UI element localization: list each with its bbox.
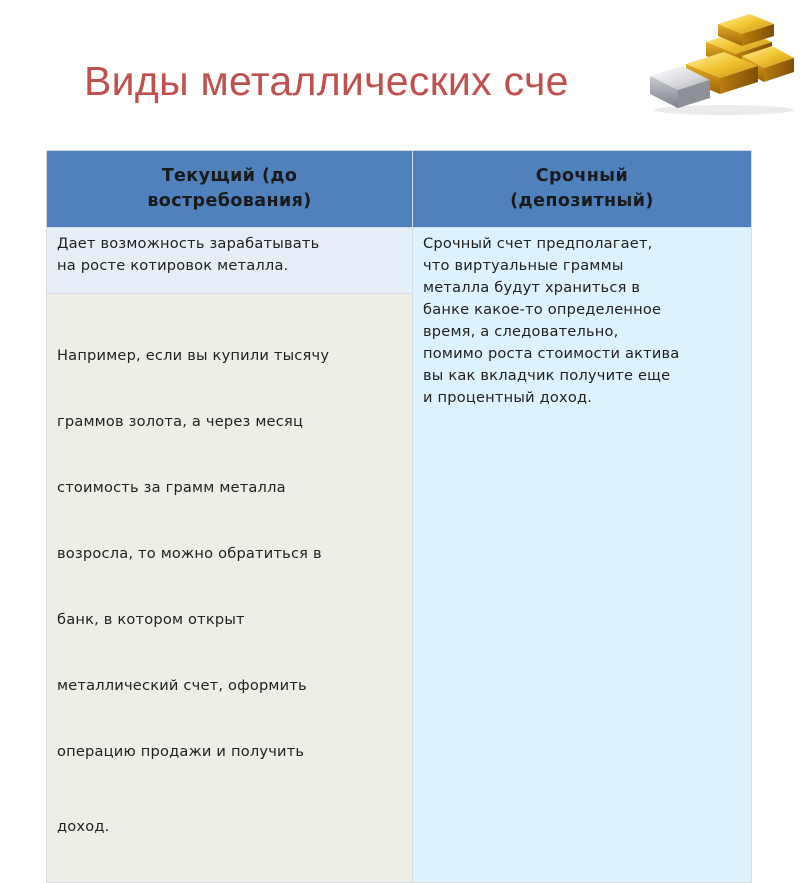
gold-bars-icon: [646, 12, 796, 116]
current-account-intro-cell: Дает возможность зарабатывать на росте котировок металла.: [47, 228, 413, 294]
account-types-table: [46, 150, 752, 883]
header-current-account: Текущий (до востребования): [47, 151, 413, 228]
table-header-row: [47, 151, 752, 228]
term-account-description-cell: Срочный счет предполагает, что виртуальные граммы металла будут храниться в банке какое-то определенное время, а следовательно, помимо роста стоимости актива вы как вкладчик получите еще и процентный доход.: [413, 228, 752, 883]
table-row: [47, 228, 752, 294]
slide-title: Виды металлических сче: [84, 58, 569, 104]
header-term-account: Срочный (депозитный): [413, 151, 752, 228]
current-account-example-cell: Например, если вы купили тысячу граммов золота, а через месяц стоимость за грамм металла возросла, то можно обратиться в банк, в котором открыт металлический счет, оформить операцию продажи и получить доход.: [47, 294, 413, 883]
